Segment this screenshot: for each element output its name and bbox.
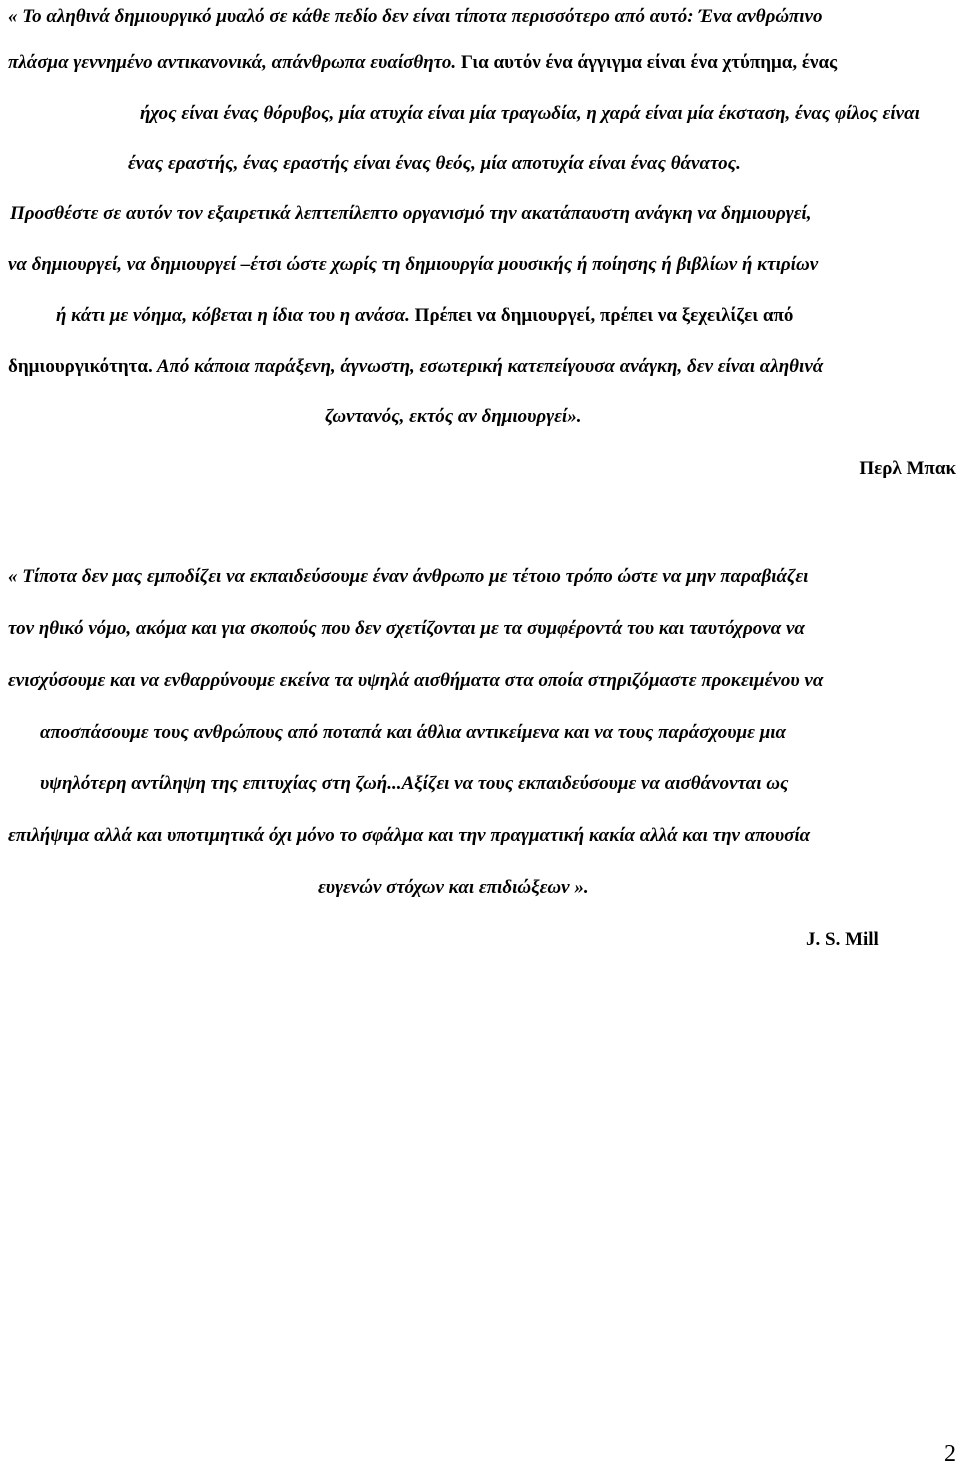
quote-line bbox=[8, 6, 822, 28]
quote-line bbox=[8, 356, 823, 378]
quote-line bbox=[140, 103, 920, 125]
quote-text: ζωντανός, εκτός αν δημιουργεί». bbox=[325, 406, 582, 427]
quote-line bbox=[318, 877, 589, 899]
quote-text: δημιουργικότητα. bbox=[8, 356, 153, 377]
quote-line bbox=[8, 52, 837, 74]
quote-text: πλάσμα γεννημένο αντικανονικά, απάνθρωπα ευαίσθητο. bbox=[8, 52, 457, 73]
quote-line bbox=[40, 773, 788, 795]
quote-line bbox=[8, 254, 818, 276]
quote-text: τον ηθικό νόμο, ακόμα και για σκοπούς που δεν σχετίζονται με τα συμφέροντά του και ταυτόχρονα να bbox=[8, 618, 805, 639]
quote-text: ενισχύσουμε και να ενθαρρύνουμε εκείνα τα υψηλά αισθήματα στα οποία στηριζόμαστε προκειμένου να bbox=[8, 670, 824, 691]
quote-line bbox=[325, 406, 581, 428]
quote-line bbox=[8, 618, 805, 640]
quote-line bbox=[40, 722, 786, 744]
quote-text: ευγενών στόχων και επιδιώξεων ». bbox=[318, 877, 589, 898]
quote-text: Για αυτόν ένα άγγιγμα είναι ένα χτύπημα, ένας bbox=[456, 52, 838, 73]
quote-text: ή κάτι με νόημα, κόβεται η ίδια του η ανάσα. bbox=[56, 305, 410, 326]
quote-line bbox=[8, 566, 808, 588]
quote-line bbox=[8, 670, 823, 692]
quote-text: επιλήψιμα αλλά και υποτιμητικά όχι μόνο το σφάλμα και την πραγματική κακία αλλά και την απουσία bbox=[8, 825, 811, 846]
quote-text: ένας εραστής, ένας εραστής είναι ένας θεός, μία αποτυχία είναι ένας θάνατος. bbox=[128, 153, 741, 174]
quote-line bbox=[10, 203, 811, 225]
quote-author: J. S. Mill bbox=[806, 929, 879, 950]
quote-text: υψηλότερη αντίληψη της επιτυχίας στη ζωή...Αξίζει να τους εκπαιδεύσουμε να αισθάνονται ως bbox=[40, 773, 789, 794]
quote-text: ήχος είναι ένας θόρυβος, μία ατυχία είναι μία τραγωδία, η χαρά είναι μία έκσταση, ένας φίλος είναι bbox=[140, 103, 920, 124]
quote-line bbox=[128, 153, 741, 175]
quote-text: Από κάποια παράξενη, άγνωστη, εσωτερική κατεπείγουσα ανάγκη, δεν είναι αληθινά bbox=[152, 356, 824, 377]
page-number: 2 bbox=[944, 1441, 956, 1467]
quote-text: « Το αληθινά δημιουργικό μυαλό σε κάθε πεδίο δεν είναι τίποτα περισσότερο από αυτό: Ένα ανθρώπινο bbox=[8, 6, 823, 27]
quote-text: να δημιουργεί, να δημιουργεί –έτσι ώστε χωρίς τη δημιουργία μουσικής ή ποίησης ή βιβλίων ή κτιρίων bbox=[8, 254, 819, 275]
quote-line bbox=[56, 305, 793, 327]
quote-text: Πρέπει να δημιουργεί, πρέπει να ξεχειλίζει από bbox=[409, 305, 794, 326]
quote-text: Προσθέστε σε αυτόν τον εξαιρετικά λεπτεπίλεπτο οργανισμό την ακατάπαυστη ανάγκη να δημιουργεί, bbox=[10, 203, 812, 224]
quote-author: Περλ Μπακ bbox=[859, 458, 956, 479]
quote-text: αποσπάσουμε τους ανθρώπους από ποταπά και άθλια αντικείμενα και να τους παράσχουμε μια bbox=[40, 722, 787, 743]
quote-line bbox=[8, 825, 810, 847]
quote-text: « Τίποτα δεν μας εμποδίζει να εκπαιδεύσουμε έναν άνθρωπο με τέτοιο τρόπο ώστε να μην παραβιάζει bbox=[8, 566, 809, 587]
